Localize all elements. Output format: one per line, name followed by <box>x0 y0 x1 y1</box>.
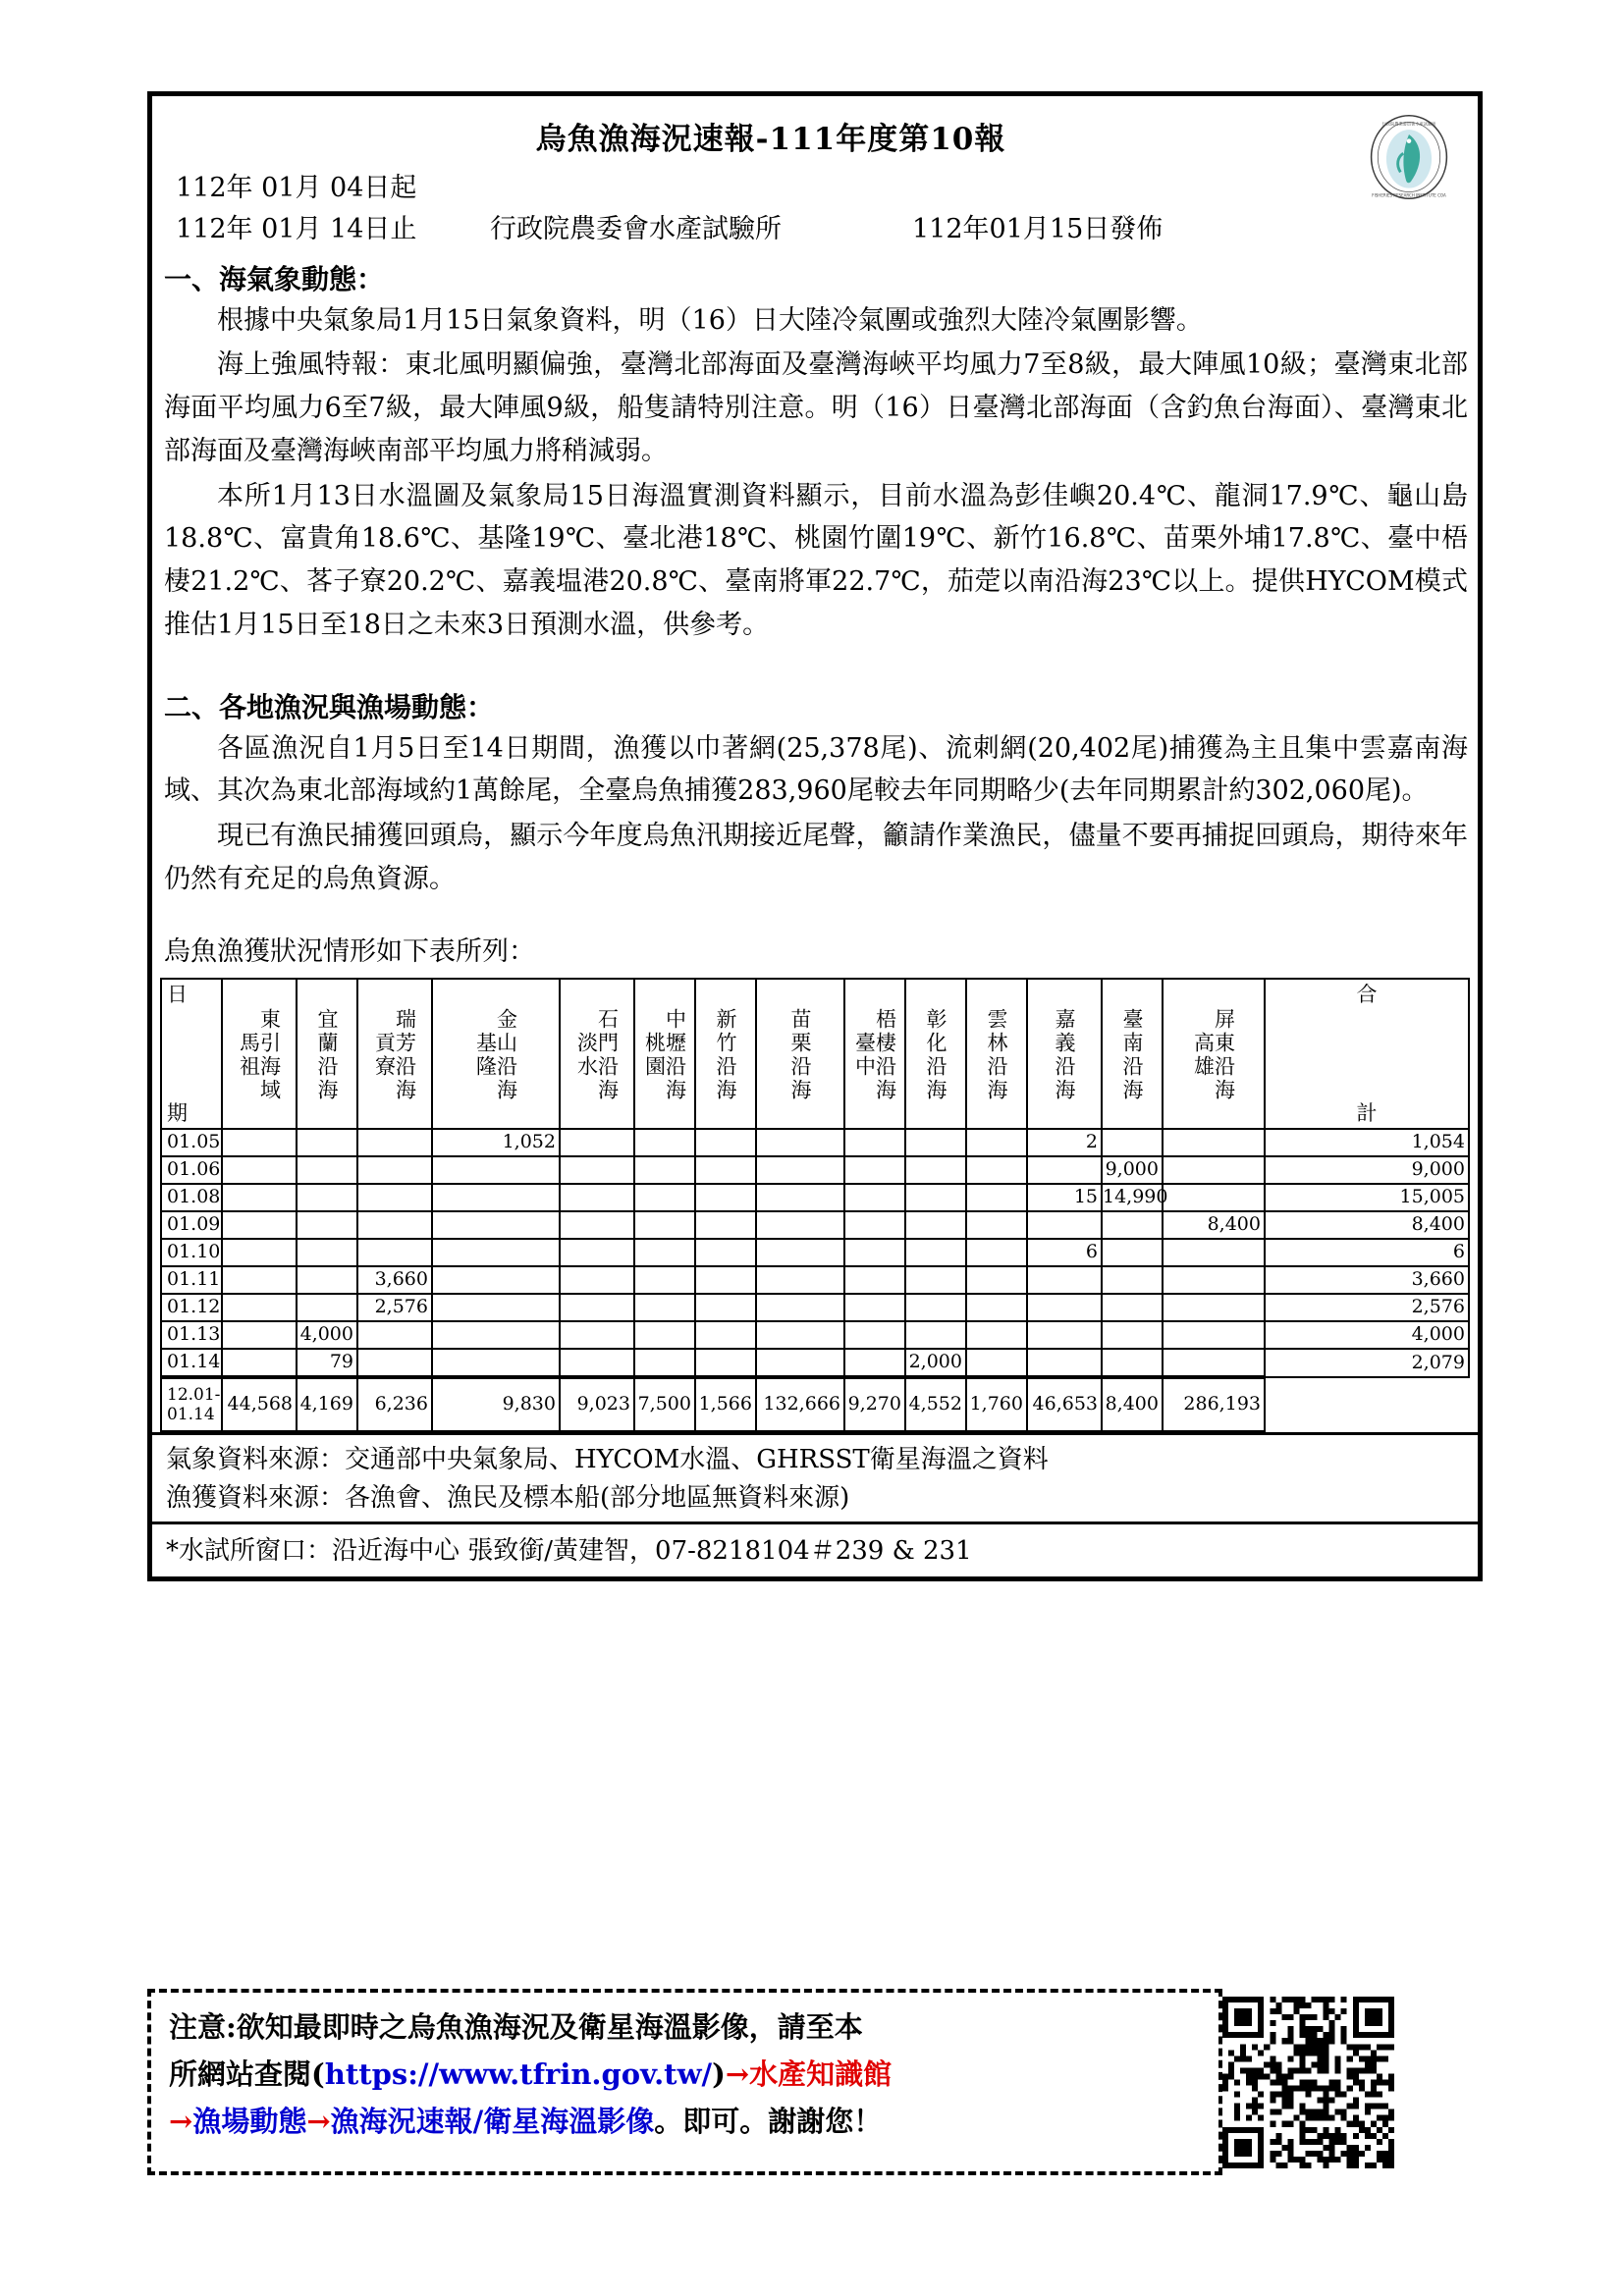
cell-region-13 <box>1163 1321 1265 1349</box>
cell-region-3: 1,052 <box>432 1129 560 1156</box>
cell-region-5 <box>634 1184 695 1211</box>
arrow-icon: → <box>725 2056 750 2091</box>
cell-region-10 <box>966 1239 1027 1266</box>
cell-region-7 <box>756 1239 844 1266</box>
column-header-7 <box>756 979 844 1129</box>
total-header-bottom: 計 <box>1356 1100 1378 1125</box>
column-header-1 <box>297 979 357 1129</box>
cell-region-1: 79 <box>297 1349 357 1377</box>
cell-region-7 <box>756 1321 844 1349</box>
cell-region-0 <box>222 1321 297 1349</box>
cell-region-4 <box>560 1321 634 1349</box>
cell-region-4 <box>560 1294 634 1321</box>
cell-row-total: 2,576 <box>1265 1294 1469 1321</box>
cell-date: 01.12 <box>161 1294 222 1321</box>
column-header-total <box>1265 979 1469 1129</box>
date-from-row <box>176 168 1478 209</box>
cell-region-4 <box>560 1266 634 1294</box>
col-head-line1: 雲林沿海 <box>985 1008 1009 1102</box>
table-row <box>161 1349 1469 1377</box>
date-to-row <box>176 209 1478 250</box>
cell-region-9 <box>905 1184 966 1211</box>
cell-region-11 <box>1027 1266 1102 1294</box>
cell-region-13 <box>1163 1266 1265 1294</box>
cell-region-6 <box>695 1349 756 1377</box>
total-header-top: 合 <box>1356 983 1378 1006</box>
cell-region-4 <box>560 1211 634 1239</box>
cell-region-2: 2,576 <box>357 1294 432 1321</box>
page-title: 烏魚漁海況速報-111年度第10報 <box>535 122 1006 157</box>
cell-region-11: 6 <box>1027 1239 1102 1266</box>
column-header-11 <box>1027 979 1102 1129</box>
cell-region-13 <box>1163 1294 1265 1321</box>
col-head-line2: 中壢沿海 <box>663 1008 687 1102</box>
cell-region-4 <box>560 1129 634 1156</box>
notice-line2-suffix: ) <box>712 2056 726 2091</box>
notice-line3-suffix: 。即可。謝謝您！ <box>654 2104 883 2138</box>
cell-total-region-0: 44,568 <box>222 1377 297 1431</box>
cell-region-12: 14,990 <box>1102 1184 1163 1211</box>
section-2-paragraph-1: 各區漁況自1月5日至14日期間，漁獲以巾著網(25,378尾)、流刺網(20,402尾)捕獲為主且集中雲嘉南海域、其次為東北部海域約1萬餘尾，全臺烏魚捕獲283,960尾較去年同期略少(去年同期累計約302,060尾)。 <box>164 732 1468 807</box>
cell-row-total: 15,005 <box>1265 1184 1469 1211</box>
cell-row-total: 1,054 <box>1265 1129 1469 1156</box>
cell-region-13: 8,400 <box>1163 1211 1265 1239</box>
cell-region-2 <box>357 1349 432 1377</box>
cell-region-3 <box>432 1211 560 1239</box>
notice-section <box>147 1989 1483 2175</box>
source-catch: 漁獲資料來源：各漁會、漁民及標本船(部分地區無資料來源) <box>166 1483 850 1513</box>
cell-region-3 <box>432 1294 560 1321</box>
date-from: 112年 01月 04日起 <box>176 173 417 203</box>
cell-date: 01.10 <box>161 1239 222 1266</box>
cell-region-2 <box>357 1321 432 1349</box>
cell-region-2: 3,660 <box>357 1266 432 1294</box>
column-header-8 <box>844 979 905 1129</box>
catch-data-table <box>160 978 1470 1432</box>
cell-region-11 <box>1027 1211 1102 1239</box>
cell-region-3 <box>432 1321 560 1349</box>
cell-date: 01.13 <box>161 1321 222 1349</box>
cell-region-10 <box>966 1211 1027 1239</box>
column-header-4 <box>560 979 634 1129</box>
table-body <box>161 1129 1469 1431</box>
cell-region-1 <box>297 1266 357 1294</box>
qr-code-icon <box>1222 1997 1394 2168</box>
cell-total-region-2: 6,236 <box>357 1377 432 1431</box>
cell-region-7 <box>756 1266 844 1294</box>
agency-name: 行政院農委會水產試驗所 <box>490 213 782 244</box>
cell-region-8 <box>844 1321 905 1349</box>
source-weather: 氣象資料來源：交通部中央氣象局、HYCOM水溫、GHRSST衛星海溫之資料 <box>166 1445 1049 1474</box>
table-lead-text: 烏魚漁獲狀況情形如下表所列： <box>164 935 535 967</box>
date-to: 112年 01月 14日止 <box>176 213 417 244</box>
col-head-line1: 新竹沿海 <box>714 1008 738 1102</box>
source-notes <box>152 1432 1478 1522</box>
cell-region-12 <box>1102 1294 1163 1321</box>
cell-region-5 <box>634 1294 695 1321</box>
col-head-line2: 金山沿海 <box>494 1008 518 1102</box>
cell-region-10 <box>966 1349 1027 1377</box>
cell-region-8 <box>844 1349 905 1377</box>
cell-region-8 <box>844 1129 905 1156</box>
tfrin-institute-logo-icon <box>1362 110 1456 204</box>
cell-region-7 <box>756 1129 844 1156</box>
notice-line-3 <box>169 2099 1209 2146</box>
date-header-bottom: 期 <box>167 1100 188 1125</box>
cell-region-8 <box>844 1184 905 1211</box>
cell-region-12 <box>1102 1211 1163 1239</box>
table-header-row <box>161 979 1469 1129</box>
cell-region-5 <box>634 1321 695 1349</box>
cell-region-7 <box>756 1156 844 1184</box>
cell-grand-total: 286,193 <box>1163 1377 1265 1431</box>
nav-path-knowledge: 水產知識館 <box>749 2056 893 2091</box>
cell-total-region-4: 9,023 <box>560 1377 634 1431</box>
cell-row-total: 6 <box>1265 1239 1469 1266</box>
nav-path-fishing-ground: 漁場動態 <box>192 2104 307 2138</box>
col-head-line1: 淡水 <box>574 1032 599 1079</box>
cell-total-region-1: 4,169 <box>297 1377 357 1431</box>
cell-region-1 <box>297 1184 357 1211</box>
cell-region-6 <box>695 1294 756 1321</box>
cell-region-0 <box>222 1211 297 1239</box>
cell-region-2 <box>357 1239 432 1266</box>
website-url-link[interactable]: https://www.tfrin.gov.tw/ <box>324 2056 713 2091</box>
cell-region-0 <box>222 1294 297 1321</box>
cell-region-6 <box>695 1211 756 1239</box>
cell-region-5 <box>634 1239 695 1266</box>
col-head-line1: 彰化沿海 <box>924 1008 948 1102</box>
cell-region-11 <box>1027 1156 1102 1184</box>
cell-total-region-12: 8,400 <box>1102 1377 1163 1431</box>
cell-region-6 <box>695 1239 756 1266</box>
table-row <box>161 1156 1469 1184</box>
cell-region-13 <box>1163 1129 1265 1156</box>
cell-region-13 <box>1163 1349 1265 1377</box>
cell-region-9 <box>905 1156 966 1184</box>
cell-date: 01.08 <box>161 1184 222 1211</box>
notice-line2-prefix: 所網站查閱( <box>169 2056 325 2091</box>
column-header-13 <box>1163 979 1265 1129</box>
cell-region-7 <box>756 1184 844 1211</box>
cell-region-9 <box>905 1239 966 1266</box>
cell-region-0 <box>222 1239 297 1266</box>
cell-region-0 <box>222 1349 297 1377</box>
cell-region-12: 9,000 <box>1102 1156 1163 1184</box>
cell-region-11 <box>1027 1321 1102 1349</box>
col-head-line1: 宜蘭沿海 <box>315 1008 340 1102</box>
column-header-5 <box>634 979 695 1129</box>
col-head-line1: 基隆 <box>473 1032 498 1079</box>
svg-text:FISHERIES RESEARCH INSTITUTE C: FISHERIES RESEARCH INSTITUTE COA <box>1372 192 1446 198</box>
cell-total-region-7: 132,666 <box>756 1377 844 1431</box>
report-main-box <box>147 91 1483 1581</box>
cell-region-10 <box>966 1156 1027 1184</box>
cell-region-11 <box>1027 1349 1102 1377</box>
cell-region-5 <box>634 1266 695 1294</box>
cell-region-10 <box>966 1184 1027 1211</box>
table-row <box>161 1211 1469 1239</box>
table-row <box>161 1129 1469 1156</box>
column-header-10 <box>966 979 1027 1129</box>
cell-region-8 <box>844 1211 905 1239</box>
table-row <box>161 1266 1469 1294</box>
cell-region-10 <box>966 1294 1027 1321</box>
cell-total-region-6: 1,566 <box>695 1377 756 1431</box>
section-1-paragraph-1: 根據中央氣象局1月15日氣象資料，明（16）日大陸冷氣團或強烈大陸冷氣團影響。 <box>217 304 1203 336</box>
cell-region-6 <box>695 1321 756 1349</box>
cell-region-4 <box>560 1184 634 1211</box>
cell-region-0 <box>222 1184 297 1211</box>
cell-row-total: 8,400 <box>1265 1211 1469 1239</box>
cell-total-region-3: 9,830 <box>432 1377 560 1431</box>
col-head-line2: 瑞芳沿海 <box>393 1008 417 1102</box>
table-total-row <box>161 1377 1469 1431</box>
cell-total-region-8: 9,270 <box>844 1377 905 1431</box>
column-header-9 <box>905 979 966 1129</box>
contact-note: *水試所窗口：沿近海中心 張致銜/黃建智，07-8218104＃239 & 231 <box>152 1522 1478 1576</box>
cell-region-3 <box>432 1156 560 1184</box>
cell-region-10 <box>966 1266 1027 1294</box>
cell-row-total: 9,000 <box>1265 1156 1469 1184</box>
col-head-line1: 臺南沿海 <box>1120 1008 1145 1102</box>
cell-region-9 <box>905 1321 966 1349</box>
col-head-line1: 高雄 <box>1191 1032 1216 1079</box>
cell-region-9 <box>905 1266 966 1294</box>
cell-region-4 <box>560 1239 634 1266</box>
cell-region-1 <box>297 1294 357 1321</box>
col-head-line1: 貢寮 <box>372 1032 397 1079</box>
cell-region-6 <box>695 1184 756 1211</box>
cell-region-5 <box>634 1349 695 1377</box>
cell-region-2 <box>357 1184 432 1211</box>
cell-region-10 <box>966 1321 1027 1349</box>
cell-date: 01.05 <box>161 1129 222 1156</box>
column-header-12 <box>1102 979 1163 1129</box>
cell-region-6 <box>695 1129 756 1156</box>
section-1-paragraph-3: 本所1月13日水溫圖及氣象局15日海溫實測資料顯示，目前水溫為彭佳嶼20.4℃、龍洞17.9℃、龜山島18.8℃、富貴角18.6℃、基隆19℃、臺北港18℃、桃園竹圍19℃、新竹16.8℃、苗栗外埔17.8℃、臺中梧棲21.2℃、茖子寮20.2℃、嘉義塭港20.8℃、臺南將軍22.7℃，茄萣以南沿海23℃以上。提供HYCOM模式推估1月15日至18日之未來3日預測水溫，供參考。 <box>164 480 1468 640</box>
notice-line-2 <box>169 2052 1209 2099</box>
column-header-2 <box>357 979 432 1129</box>
arrow-icon: → <box>169 2104 193 2138</box>
cell-region-11: 2 <box>1027 1129 1102 1156</box>
col-head-line2: 梧棲沿海 <box>873 1008 897 1102</box>
cell-region-6 <box>695 1266 756 1294</box>
cell-region-8 <box>844 1239 905 1266</box>
cell-region-9: 2,000 <box>905 1349 966 1377</box>
cell-region-9 <box>905 1294 966 1321</box>
cell-region-7 <box>756 1294 844 1321</box>
cell-region-3 <box>432 1266 560 1294</box>
issue-date: 112年01月15日發佈 <box>912 213 1164 244</box>
cell-date: 01.09 <box>161 1211 222 1239</box>
cell-row-total: 3,660 <box>1265 1266 1469 1294</box>
cell-region-0 <box>222 1129 297 1156</box>
svg-text:行政院農業委員會水產試驗所: 行政院農業委員會水產試驗所 <box>1381 121 1436 127</box>
cell-total-region-5: 7,500 <box>634 1377 695 1431</box>
cell-row-total: 2,079 <box>1265 1349 1469 1377</box>
cell-date: 01.06 <box>161 1156 222 1184</box>
cell-region-1 <box>297 1156 357 1184</box>
cell-region-5 <box>634 1129 695 1156</box>
col-head-line1: 苗栗沿海 <box>788 1008 813 1102</box>
cell-region-12 <box>1102 1129 1163 1156</box>
cell-region-1: 4,000 <box>297 1321 357 1349</box>
cell-region-3 <box>432 1184 560 1211</box>
cell-total-region-11: 46,653 <box>1027 1377 1102 1431</box>
cell-region-5 <box>634 1211 695 1239</box>
col-head-line2: 屏東沿海 <box>1212 1008 1236 1102</box>
section-divider-space <box>152 649 1478 678</box>
cell-date: 01.14 <box>161 1349 222 1377</box>
cell-region-3 <box>432 1239 560 1266</box>
date-header-top: 日 <box>167 983 188 1006</box>
cell-region-9 <box>905 1211 966 1239</box>
cell-region-0 <box>222 1266 297 1294</box>
cell-region-11: 15 <box>1027 1184 1102 1211</box>
cell-region-1 <box>297 1129 357 1156</box>
cell-row-total: 4,000 <box>1265 1321 1469 1349</box>
cell-date: 01.11 <box>161 1266 222 1294</box>
cell-region-13 <box>1163 1184 1265 1211</box>
col-head-line1: 馬祖 <box>237 1032 261 1079</box>
column-header-6 <box>695 979 756 1129</box>
cell-region-9 <box>905 1129 966 1156</box>
cell-region-2 <box>357 1211 432 1239</box>
cell-total-region-9: 4,552 <box>905 1377 966 1431</box>
col-head-line1: 臺中 <box>852 1032 877 1079</box>
cell-region-12 <box>1102 1321 1163 1349</box>
table-row <box>161 1321 1469 1349</box>
cell-region-4 <box>560 1156 634 1184</box>
column-header-date <box>161 979 222 1129</box>
section-1-heading: 一、海氣象動態： <box>164 262 385 295</box>
col-head-line1: 嘉義沿海 <box>1053 1008 1077 1102</box>
arrow-icon: → <box>306 2104 331 2138</box>
section-1-paragraph-2: 海上強風特報：東北風明顯偏強，臺灣北部海面及臺灣海峽平均風力7至8級，最大陣風10級；臺灣東北部海面平均風力6至7級，最大陣風9級，船隻請特別注意。明（16）日臺灣北部海面（含釣魚台海面）、臺灣東北部海面及臺灣海峽南部平均風力將稍減弱。 <box>164 349 1468 466</box>
date-block <box>152 158 1478 250</box>
table-row <box>161 1239 1469 1266</box>
col-head-line2: 石門沿海 <box>595 1008 620 1102</box>
cell-region-0 <box>222 1156 297 1184</box>
section-2-heading: 二、各地漁況與漁場動態： <box>164 690 495 723</box>
cell-region-7 <box>756 1349 844 1377</box>
section-2-paragraph-2: 現已有漁民捕獲回頭烏，顯示今年度烏魚汛期接近尾聲，籲請作業漁民，儘量不要再捕捉回頭烏，期待來年仍然有充足的烏魚資源。 <box>164 821 1468 894</box>
cell-region-4 <box>560 1349 634 1377</box>
cell-region-8 <box>844 1156 905 1184</box>
nav-path-report: 漁海況速報/衛星海溫影像 <box>330 2104 655 2138</box>
cell-region-10 <box>966 1129 1027 1156</box>
cell-region-12 <box>1102 1239 1163 1266</box>
column-header-0 <box>222 979 297 1129</box>
cell-region-1 <box>297 1239 357 1266</box>
notice-line-1: 注意:欲知最即時之烏魚漁海況及衛星海溫影像，請至本 <box>169 2010 863 2044</box>
cell-region-3 <box>432 1349 560 1377</box>
table-row <box>161 1294 1469 1321</box>
cell-region-1 <box>297 1211 357 1239</box>
cell-total-region-10: 1,760 <box>966 1377 1027 1431</box>
cell-region-5 <box>634 1156 695 1184</box>
cell-region-7 <box>756 1211 844 1239</box>
notice-dashed-box <box>147 1989 1222 2175</box>
col-head-line2: 東引海域 <box>257 1008 282 1102</box>
cell-region-13 <box>1163 1156 1265 1184</box>
cell-region-8 <box>844 1294 905 1321</box>
cell-region-12 <box>1102 1266 1163 1294</box>
column-header-3 <box>432 979 560 1129</box>
cell-region-8 <box>844 1266 905 1294</box>
col-head-line1: 桃園 <box>642 1032 667 1079</box>
table-lead-space <box>152 903 1478 933</box>
table-row <box>161 1184 1469 1211</box>
cell-total-date-range: 12.01- 01.14 <box>161 1377 222 1431</box>
cell-region-2 <box>357 1156 432 1184</box>
cell-region-6 <box>695 1156 756 1184</box>
cell-region-13 <box>1163 1239 1265 1266</box>
cell-region-2 <box>357 1129 432 1156</box>
cell-region-12 <box>1102 1349 1163 1377</box>
cell-region-11 <box>1027 1294 1102 1321</box>
